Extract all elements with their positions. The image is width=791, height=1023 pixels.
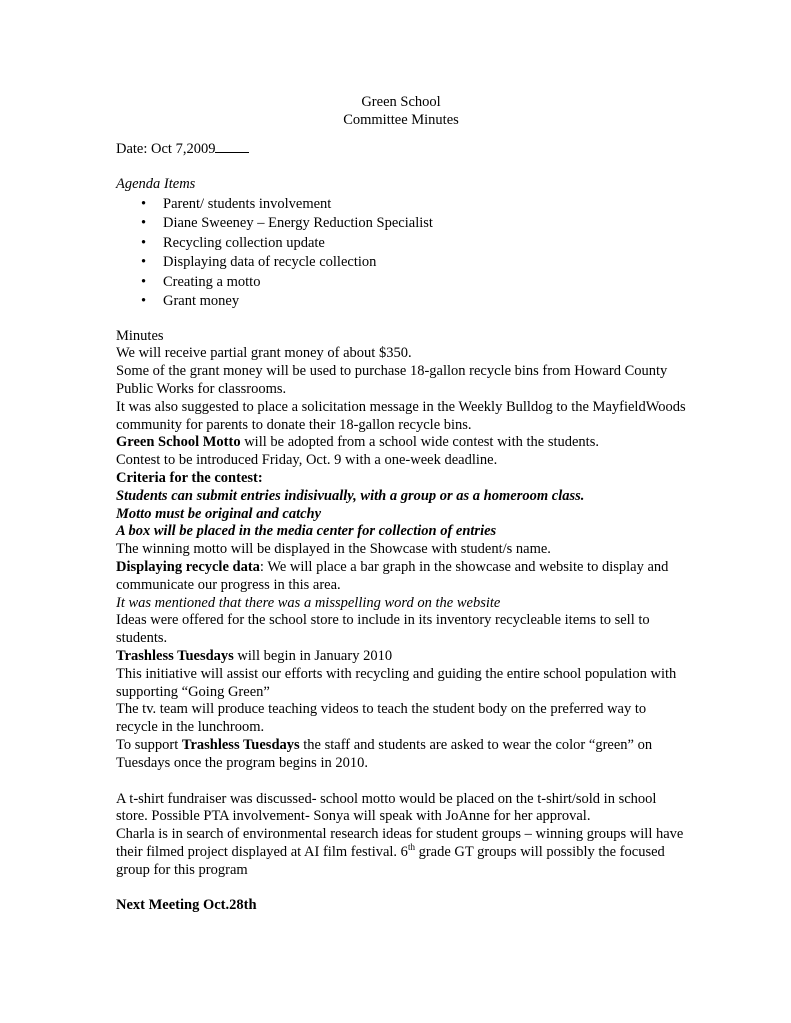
agenda-item: • Parent/ students involvement xyxy=(163,195,686,215)
agenda-item: • Creating a motto xyxy=(163,273,686,293)
agenda-list xyxy=(116,195,686,312)
paragraph-spacer xyxy=(116,773,686,791)
trashless-tuesdays-label: Trashless Tuesdays xyxy=(116,647,234,664)
bullet-icon: • xyxy=(141,215,147,232)
document-title: Committee Minutes xyxy=(343,112,459,128)
next-meeting: Next Meeting Oct.28th xyxy=(116,896,257,913)
trashless-tuesdays-paragraph: Trashless Tuesdays will begin in January 2010 xyxy=(116,647,393,664)
tv-team-paragraph: The tv. team will produce teaching videos to teach the student body on the preferred way to recycle in the lunchroom. xyxy=(116,701,647,736)
trashless-tuesdays-label: Trashless Tuesdays xyxy=(181,736,300,753)
criteria-item: Students can submit entries indisivually, with a group or as a homeroom class. xyxy=(116,487,585,504)
agenda-heading: Agenda Items xyxy=(116,175,196,192)
criteria-item: A box will be placed in the media center for collection of entries xyxy=(116,523,497,540)
motto-label: Green School Motto xyxy=(116,434,241,451)
date-underline-blank xyxy=(215,140,249,153)
paragraph-spacer xyxy=(116,880,686,897)
charla-paragraph: Charla is in search of environmental research ideas for student groups – winning groups will have their filmed project displayed at AI film festival. 6th grade GT groups will possibly the focused group for this program xyxy=(116,826,684,878)
agenda-item: • Diane Sweeney – Energy Reduction Specialist xyxy=(163,214,686,234)
support-paragraph: To support Trashless Tuesdays the staff and students are asked to wear the color “green” on Tuesdays once the program begins in 2010. xyxy=(116,736,653,771)
motto-paragraph: Green School Motto will be adopted from a school wide contest with the students. xyxy=(116,434,599,451)
grant-amount-paragraph: We will receive partial grant money of about $350. xyxy=(116,345,412,362)
agenda-item: • Recycling collection update xyxy=(163,234,686,254)
bullet-icon: • xyxy=(141,195,147,212)
criteria-item: Motto must be original and catchy xyxy=(116,505,322,522)
initiative-paragraph: This initiative will assist our efforts with recycling and guiding the entire school population with supporting “Going Green” xyxy=(116,665,677,700)
bullet-icon: • xyxy=(141,293,147,310)
tshirt-paragraph: A t-shirt fundraiser was discussed- school motto would be placed on the t-shirt/sold in school store. Possible PTA involvement- Sonya will speak with JoAnne for her approval. xyxy=(116,790,657,825)
winning-motto-paragraph: The winning motto will be displayed in the Showcase with student/s name. xyxy=(116,541,551,558)
agenda-item: • Displaying data of recycle collection xyxy=(163,253,686,273)
agenda-item: • Grant money xyxy=(163,292,686,312)
display-data-paragraph: Displaying recycle data: We will place a bar graph in the showcase and website to display and communicate our progress in this area. xyxy=(116,558,669,593)
display-data-label: Displaying recycle data xyxy=(116,558,260,575)
solicitation-paragraph: It was also suggested to place a solicitation message in the Weekly Bulldog to the MayfieldWoods community for parents to donate their 18-gallon recycle bins. xyxy=(116,398,686,433)
criteria-heading: Criteria for the contest: xyxy=(116,469,263,486)
bullet-icon: • xyxy=(141,273,147,290)
grant-usage-paragraph: Some of the grant money will be used to purchase 18-gallon recycle bins from Howard County Public Works for classrooms. xyxy=(116,363,668,397)
school-name: Green School xyxy=(361,94,441,110)
school-store-paragraph: Ideas were offered for the school store to include in its inventory recycleable items to sell to students. xyxy=(116,612,650,647)
meeting-date-text: Date: Oct 7,2009 xyxy=(116,141,216,157)
contest-intro-paragraph: Contest to be introduced Friday, Oct. 9 with a one-week deadline. xyxy=(116,452,498,469)
misspelling-note: It was mentioned that there was a misspelling word on the website xyxy=(116,594,501,611)
bullet-icon: • xyxy=(141,254,147,271)
document-page xyxy=(116,93,686,914)
bullet-icon: • xyxy=(141,234,147,251)
document-header xyxy=(116,93,686,129)
minutes-heading: Minutes xyxy=(116,327,164,344)
meeting-date xyxy=(116,140,686,159)
